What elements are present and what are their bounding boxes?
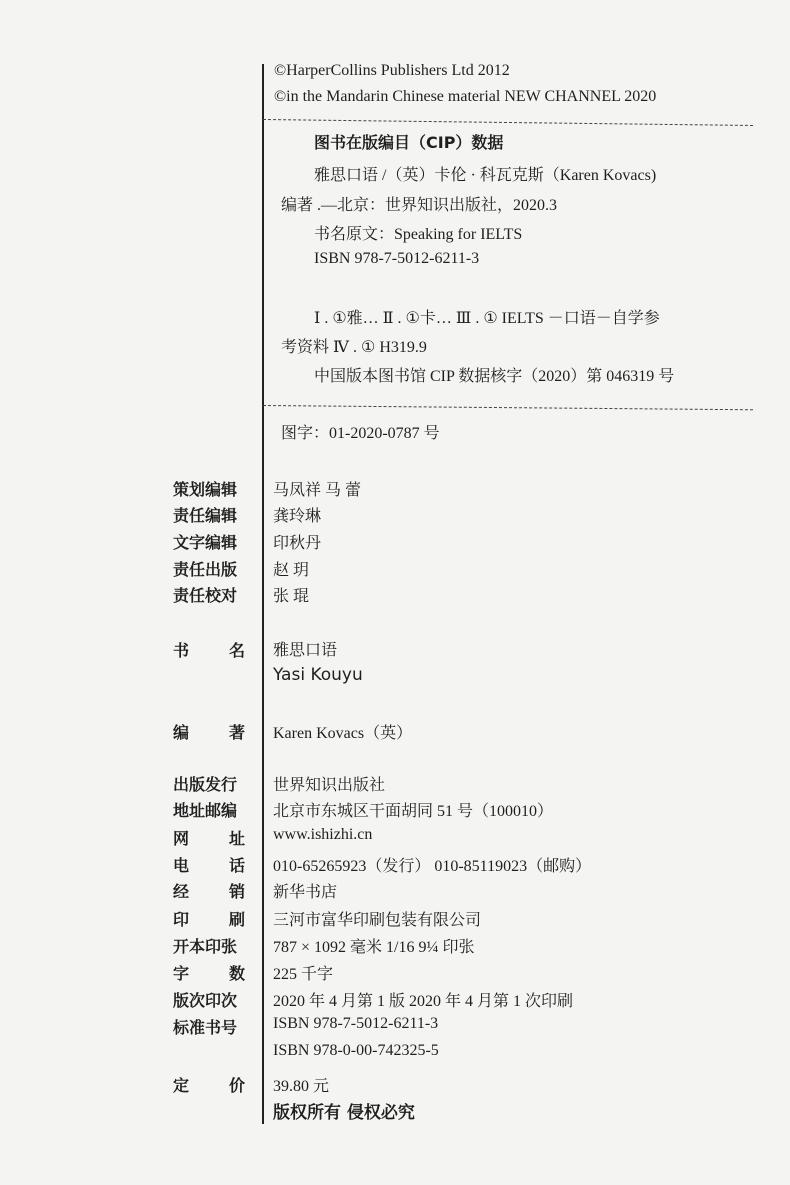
staff-value: 马凤祥 马 蕾 bbox=[273, 482, 362, 499]
staff-value: 龚玲琳 bbox=[273, 508, 322, 525]
pub-label bbox=[173, 879, 245, 902]
staff-label: 责任编辑 bbox=[173, 506, 238, 525]
pub-label: 版次印次 bbox=[173, 991, 238, 1010]
pub-label bbox=[173, 961, 245, 984]
label-char: 数 bbox=[228, 964, 245, 983]
pub-value: 787 × 1092 毫米 1/16 9¼ 印张 bbox=[273, 939, 475, 956]
book-title-pinyin: Yasi Kouyu bbox=[273, 665, 363, 685]
label-char: 刷 bbox=[228, 910, 245, 929]
pub-label: 地址邮编 bbox=[173, 801, 238, 820]
label-char: 书 bbox=[173, 641, 190, 660]
label-char: 字 bbox=[173, 964, 190, 983]
label-char: 定 bbox=[173, 1076, 190, 1095]
pub-value: 39.80 元 bbox=[273, 1078, 330, 1095]
label-char: 著 bbox=[228, 723, 245, 742]
pub-value: 2020 年 4 月第 1 版 2020 年 4 月第 1 次印刷 bbox=[273, 993, 574, 1010]
cip-line-4: ISBN 978-7-5012-6211-3 bbox=[314, 250, 480, 267]
pub-label bbox=[173, 1073, 245, 1096]
cip-line-1: 雅思口语 /（英）卡伦 · 科瓦克斯（Karen Kovacs) bbox=[314, 167, 657, 184]
pub-value: ISBN 978-7-5012-6211-3 bbox=[273, 1015, 439, 1032]
staff-value: 赵 玥 bbox=[273, 562, 310, 579]
staff-label: 策划编辑 bbox=[173, 480, 238, 499]
pub-label bbox=[173, 907, 245, 930]
pub-label: 标准书号 bbox=[173, 1018, 238, 1037]
staff-label: 文字编辑 bbox=[173, 533, 238, 552]
staff-label: 责任校对 bbox=[173, 586, 238, 605]
pub-value: 世界知识出版社 bbox=[273, 777, 386, 794]
author-label bbox=[173, 720, 245, 743]
copyright-line-2: ©in the Mandarin Chinese material NEW CHANNEL 2020 bbox=[274, 88, 657, 105]
book-author: Karen Kovacs（英） bbox=[273, 725, 413, 742]
pub-value: 新华书店 bbox=[273, 884, 338, 901]
tuzi-number: 图字：01-2020-0787 号 bbox=[281, 425, 440, 442]
pub-label bbox=[173, 826, 245, 849]
copyright-line-1: ©HarperCollins Publishers Ltd 2012 bbox=[274, 62, 510, 79]
staff-value: 印秋丹 bbox=[273, 535, 322, 552]
pub-value: ISBN 978-0-00-742325-5 bbox=[273, 1042, 439, 1059]
label-char: 印 bbox=[173, 910, 190, 929]
vertical-rule bbox=[262, 64, 264, 1124]
pub-label: 出版发行 bbox=[173, 775, 238, 794]
label-char: 话 bbox=[228, 856, 245, 875]
pub-value: 三河市富华印刷包装有限公司 bbox=[273, 912, 482, 929]
pub-value: 北京市东城区干面胡同 51 号（100010） bbox=[273, 803, 554, 820]
cip-line-5: Ⅰ . ①雅… Ⅱ . ①卡… Ⅲ . ① IELTS －口语－自学参 bbox=[314, 310, 660, 327]
staff-label: 责任出版 bbox=[173, 560, 238, 579]
label-char: 网 bbox=[173, 829, 190, 848]
pub-value: 010-65265923（发行） 010-85119023（邮购） bbox=[273, 858, 592, 875]
label-char: 销 bbox=[228, 882, 245, 901]
staff-value: 张 琨 bbox=[273, 588, 310, 605]
cip-line-3: 书名原文：Speaking for IELTS bbox=[314, 226, 523, 243]
cip-line-2: 编著 .—北京：世界知识出版社，2020.3 bbox=[281, 197, 558, 214]
label-char: 编 bbox=[173, 723, 190, 742]
cip-line-7: 中国版本图书馆 CIP 数据核字（2020）第 046319 号 bbox=[314, 368, 675, 385]
book-title-label bbox=[173, 638, 245, 661]
divider-top bbox=[263, 119, 753, 126]
pub-value: www.ishizhi.cn bbox=[273, 826, 373, 843]
label-char: 经 bbox=[173, 882, 190, 901]
label-char: 电 bbox=[173, 856, 190, 875]
book-title-cn: 雅思口语 bbox=[273, 640, 338, 659]
pub-label bbox=[173, 853, 245, 876]
label-char: 名 bbox=[228, 641, 245, 660]
divider-mid bbox=[263, 405, 753, 410]
cip-line-6: 考资料 Ⅳ . ① H319.9 bbox=[281, 339, 427, 356]
rights-notice: 版权所有 侵权必究 bbox=[273, 1103, 415, 1123]
pub-value: 225 千字 bbox=[273, 966, 334, 983]
cip-heading: 图书在版编目（CIP）数据 bbox=[314, 133, 504, 152]
label-char: 址 bbox=[228, 829, 245, 848]
label-char: 价 bbox=[228, 1076, 245, 1095]
pub-label: 开本印张 bbox=[173, 937, 238, 956]
